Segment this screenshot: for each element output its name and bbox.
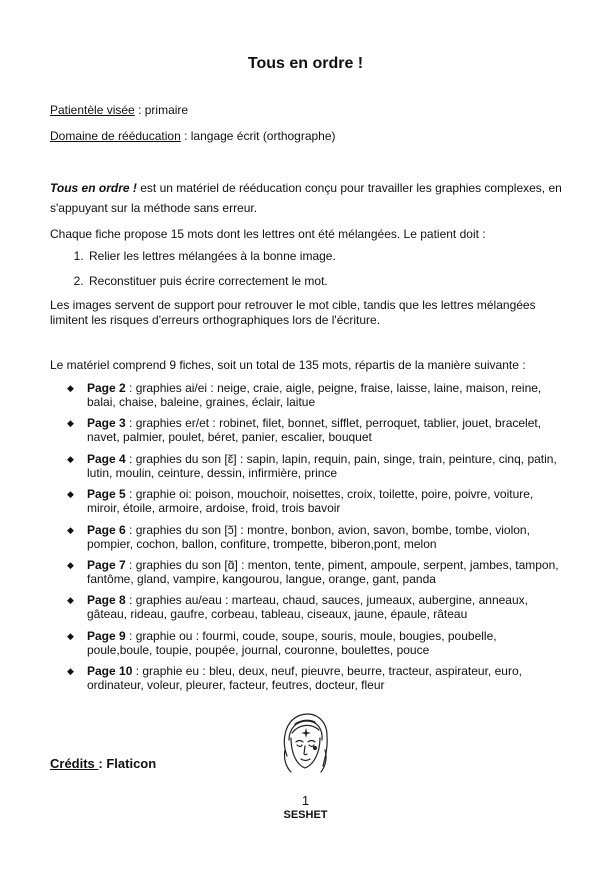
page-text: : graphies du son [ɛ̃] : sapin, lapin, requin, pain, singe, train, peinture, cinq, patin, lutin, moulin, ceinture, dessin, infirmière, prince	[87, 451, 557, 480]
step-item: 2. Reconstituer puis écrire correctement le mot.	[87, 271, 567, 296]
page-label: Page 2	[87, 381, 126, 395]
diamond-bullet-icon: ◆	[67, 666, 74, 677]
diamond-bullet-icon: ◆	[67, 418, 74, 429]
page-label: Page 5	[87, 487, 126, 502]
page-label: Page 3	[87, 416, 126, 431]
woman-face-logo	[279, 710, 331, 776]
page-label: Page 6	[87, 522, 126, 537]
page-label: Page 9	[87, 628, 126, 643]
page-text: : graphies au/eau : marteau, chaud, sauces, jumeaux, aubergine, anneaux, gâteau, rideau, gaufre, corbeau, tableau, ciseaux, jaune, épaule, râteau	[87, 593, 528, 622]
page-text: : graphies du son [ɔ̃] : montre, bonbon, avion, savon, bombe, tombe, violon, pompier, cochon, ballon, confiture, trompette, biberon,pont, melon	[87, 522, 530, 551]
intro-title: Tous en ordre !	[50, 181, 137, 195]
page-number: 1	[301, 793, 310, 808]
list-item	[67, 558, 562, 586]
page-title: Tous en ordre !	[247, 55, 364, 72]
page-text: : graphie eu : bleu, deux, neuf, pieuvre, beurre, tracteur, aspirateur, euro, ordinateur, voleur, pleurer, facteur, feutres, docteur, fleur	[87, 664, 522, 693]
diamond-bullet-icon: ◆	[67, 453, 74, 464]
diamond-bullet-icon: ◆	[67, 595, 74, 606]
audience-line	[50, 103, 188, 117]
page-text: : graphies du son [ɑ̃] : menton, tente, piment, ampoule, serpent, jambes, tampon, fantôme, gland, vampire, kangourou, langue, orange, gant, panda	[87, 557, 559, 586]
audience-value: : primaire	[134, 103, 189, 117]
intro-paragraph	[50, 178, 562, 218]
domain-value: : langage écrit (orthographe)	[180, 129, 336, 143]
page-text: : graphies ai/ei : neige, craie, aigle, peigne, fraise, laisse, laine, maison, reine, balai, chaise, baleine, graines, éclair, laitue	[87, 381, 542, 409]
list-item	[67, 629, 562, 657]
domain-line	[50, 129, 336, 143]
images-note: Les images servent de support pour retrouver le mot cible, tandis que les lettres mélangées limitent les risques d'erreurs orthographiques lors de l'écriture.	[50, 298, 536, 327]
page-label: Page 7	[87, 557, 126, 572]
diamond-bullet-icon: ◆	[67, 559, 74, 570]
credits-line	[50, 756, 156, 771]
step-item: 1. Relier les lettres mélangées à la bonne image.	[87, 246, 567, 271]
page-text: : graphie oi: poison, mouchoir, noisettes, croix, toilette, poire, poivre, voiture, miroir, étoile, armoire, ardoise, froid, trois bavoir	[87, 487, 534, 516]
diamond-bullet-icon: ◆	[67, 524, 74, 535]
list-item	[67, 452, 562, 480]
footer-brand: SESHET	[283, 809, 328, 821]
diamond-bullet-icon: ◆	[67, 489, 74, 500]
instructions-lead: Chaque fiche propose 15 mots dont les lettres ont été mélangées. Le patient doit :	[50, 227, 486, 241]
diamond-bullet-icon: ◆	[67, 630, 74, 641]
page-text: : graphie ou : fourmi, coude, soupe, souris, moule, bougies, poubelle, poule,boule, toupie, poupée, journal, couronne, boulettes, pouce	[87, 628, 497, 657]
credits-label: Crédits	[50, 756, 99, 771]
audience-label: Patientèle visée	[50, 103, 135, 117]
steps-list	[50, 246, 567, 296]
list-item	[67, 416, 562, 444]
credits-value: : Flaticon	[98, 756, 157, 771]
list-item	[67, 664, 562, 692]
page-text: : graphies er/et : robinet, filet, bonnet, sifflet, perroquet, tablier, jouet, bracelet, navet, palmier, poulet, béret, panier, escalier, bouquet	[87, 416, 542, 445]
page-label: Page 10	[87, 664, 133, 679]
domain-label: Domaine de rééducation	[50, 129, 181, 143]
diamond-bullet-icon: ◆	[67, 383, 74, 393]
pages-list	[67, 381, 562, 700]
page-label: Page 8	[87, 593, 126, 608]
intro-text: est un matériel de rééducation conçu pour travailler les graphies complexes, en s'appuyant sur la méthode sans erreur.	[50, 181, 562, 215]
list-item	[67, 523, 562, 551]
page-label: Page 4	[87, 451, 126, 466]
list-item	[67, 487, 562, 515]
list-item	[67, 381, 562, 409]
material-lead: Le matériel comprend 9 fiches, soit un total de 135 mots, répartis de la manière suivante :	[50, 358, 526, 372]
list-item	[67, 593, 562, 621]
